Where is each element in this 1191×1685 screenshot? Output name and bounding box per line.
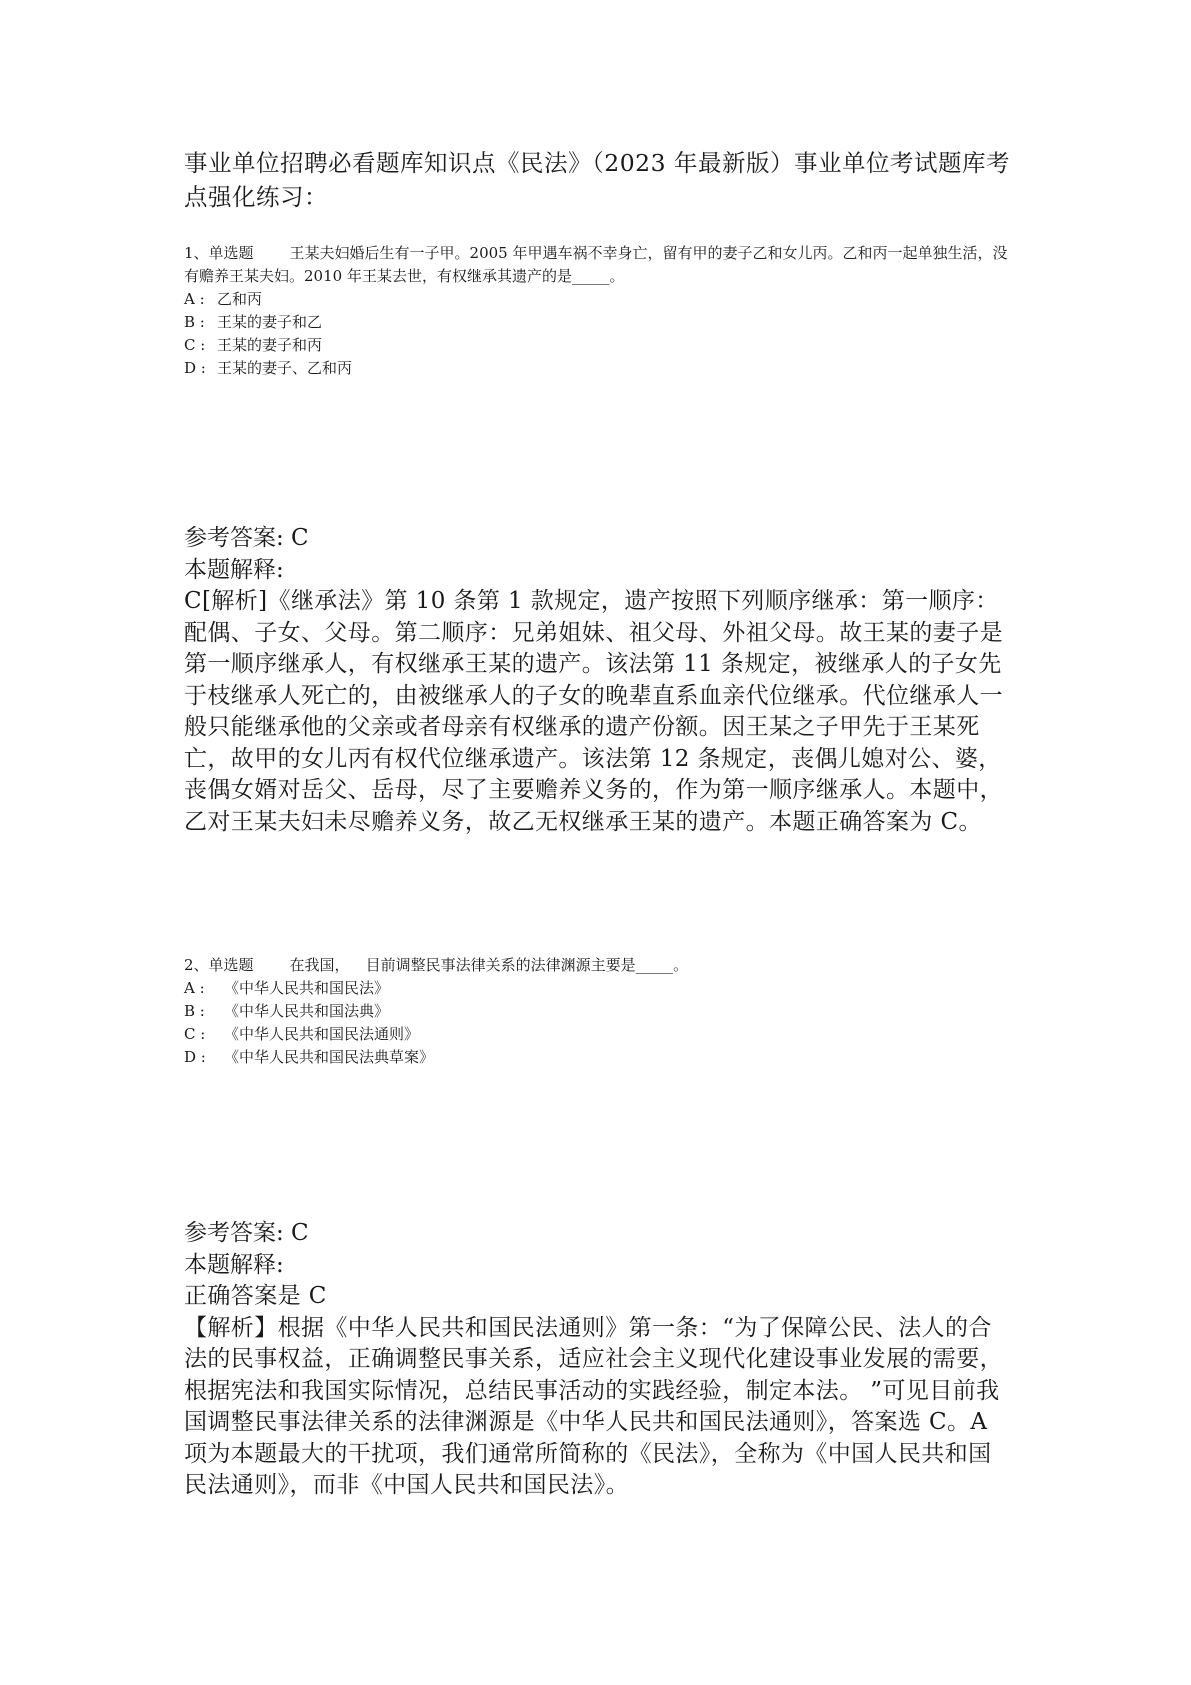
question-stem xyxy=(184,242,1014,288)
question-text: 在我国， xyxy=(289,956,350,974)
option-text: 王某的妻子和乙 xyxy=(217,313,323,331)
question-text: 目前调整民事法律关系的法律渊源主要是_____。 xyxy=(365,956,689,974)
option-b xyxy=(184,311,1014,334)
option-text: 《中华人民共和国民法典草案》 xyxy=(224,1048,435,1066)
reference-answer: 参考答案: C xyxy=(184,525,309,551)
question-1 xyxy=(184,242,1014,380)
option-text: 乙和丙 xyxy=(217,290,263,308)
answer-block-1 xyxy=(184,523,1014,838)
option-text: 《中华人民共和国民法通则》 xyxy=(224,1025,420,1043)
explanation-text: 【解析】根据《中华人民共和国民法通则》第一条：“为了保障公民、法人的合法的民事权益，正确调整民事关系，适应社会主义现代化建设事业发展的需要，根据宪法和我国实际情况，总结民事活动的实践经验，制定本法。 ”可见目前我国调整民事法律关系的法律渊源是《中华人民共和国民法通则》，答案选 C。A 项为本题最大的干扰项，我们通常所简称的《民法》，全称为《中国人民共和国民法通则》，而非《中国人民共和国民法》。 xyxy=(184,1314,1003,1498)
option-b xyxy=(184,1000,1014,1023)
option-letter: B : xyxy=(184,313,205,331)
option-letter: C : xyxy=(184,1025,206,1043)
option-c xyxy=(184,334,1014,357)
option-d xyxy=(184,357,1014,380)
question-2 xyxy=(184,954,1014,1069)
question-number: 2、单选题 xyxy=(184,956,254,974)
question-number: 1、单选题 xyxy=(184,244,254,262)
option-letter: A : xyxy=(184,979,205,997)
option-c xyxy=(184,1023,1014,1046)
option-d xyxy=(184,1046,1014,1069)
option-a xyxy=(184,288,1014,311)
question-stem xyxy=(184,954,1014,977)
option-letter: D : xyxy=(184,359,206,377)
option-text: 《中华人民共和国民法》 xyxy=(224,979,390,997)
explanation-label: 本题解释: xyxy=(184,556,284,583)
explanation-text: 正确答案是 C xyxy=(184,1283,327,1309)
option-text: 王某的妻子和丙 xyxy=(217,336,323,354)
option-text: 王某的妻子、乙和丙 xyxy=(217,359,353,377)
question-text: 王某夫妇婚后生有一子甲。2005 年甲遇车祸不幸身亡，留有甲的妻子乙和女儿丙。乙和丙一起单独生活，没有赡养王某夫妇。2010 年王某去世，有权继承其遗产的是_____。 xyxy=(184,244,1008,285)
option-letter: B : xyxy=(184,1002,205,1020)
reference-answer: 参考答案: C xyxy=(184,1220,309,1246)
option-letter: A : xyxy=(184,290,205,308)
option-text: 《中华人民共和国法典》 xyxy=(224,1002,390,1020)
explanation-label: 本题解释: xyxy=(184,1251,284,1278)
answer-block-2 xyxy=(184,1218,1014,1502)
option-a xyxy=(184,977,1014,1000)
document-title: 事业单位招聘必看题库知识点《民法》（2023 年最新版）事业单位考试题库考点强化练习： xyxy=(184,149,1011,211)
option-letter: D : xyxy=(184,1048,206,1066)
option-letter: C : xyxy=(184,336,206,354)
explanation-text: C[解析]《继承法》第 10 条第 1 款规定，遗产按照下列顺序继承：第一顺序：配偶、子女、父母。第二顺序：兄弟姐妹、祖父母、外祖父母。故王某的妻子是第一顺序继承人，有权继承王某的遗产。该法第 11 条规定，被继承人的子女先于枝继承人死亡的，由被继承人的子女的晚辈直系血亲代位继承。代位继承人一般只能继承他的父亲或者母亲有权继承的遗产份额。因王某之子甲先于王某死亡，故甲的女儿丙有权代位继承遗产。该法第 12 条规定，丧偶儿媳对公、婆，丧偶女婿对岳父、岳母，尽了主要赡养义务的，作为第一顺序继承人。本题中，乙对王某夫妇未尽赡养义务，故乙无权继承王某的遗产。本题正确答案为 C。 xyxy=(184,588,1003,835)
